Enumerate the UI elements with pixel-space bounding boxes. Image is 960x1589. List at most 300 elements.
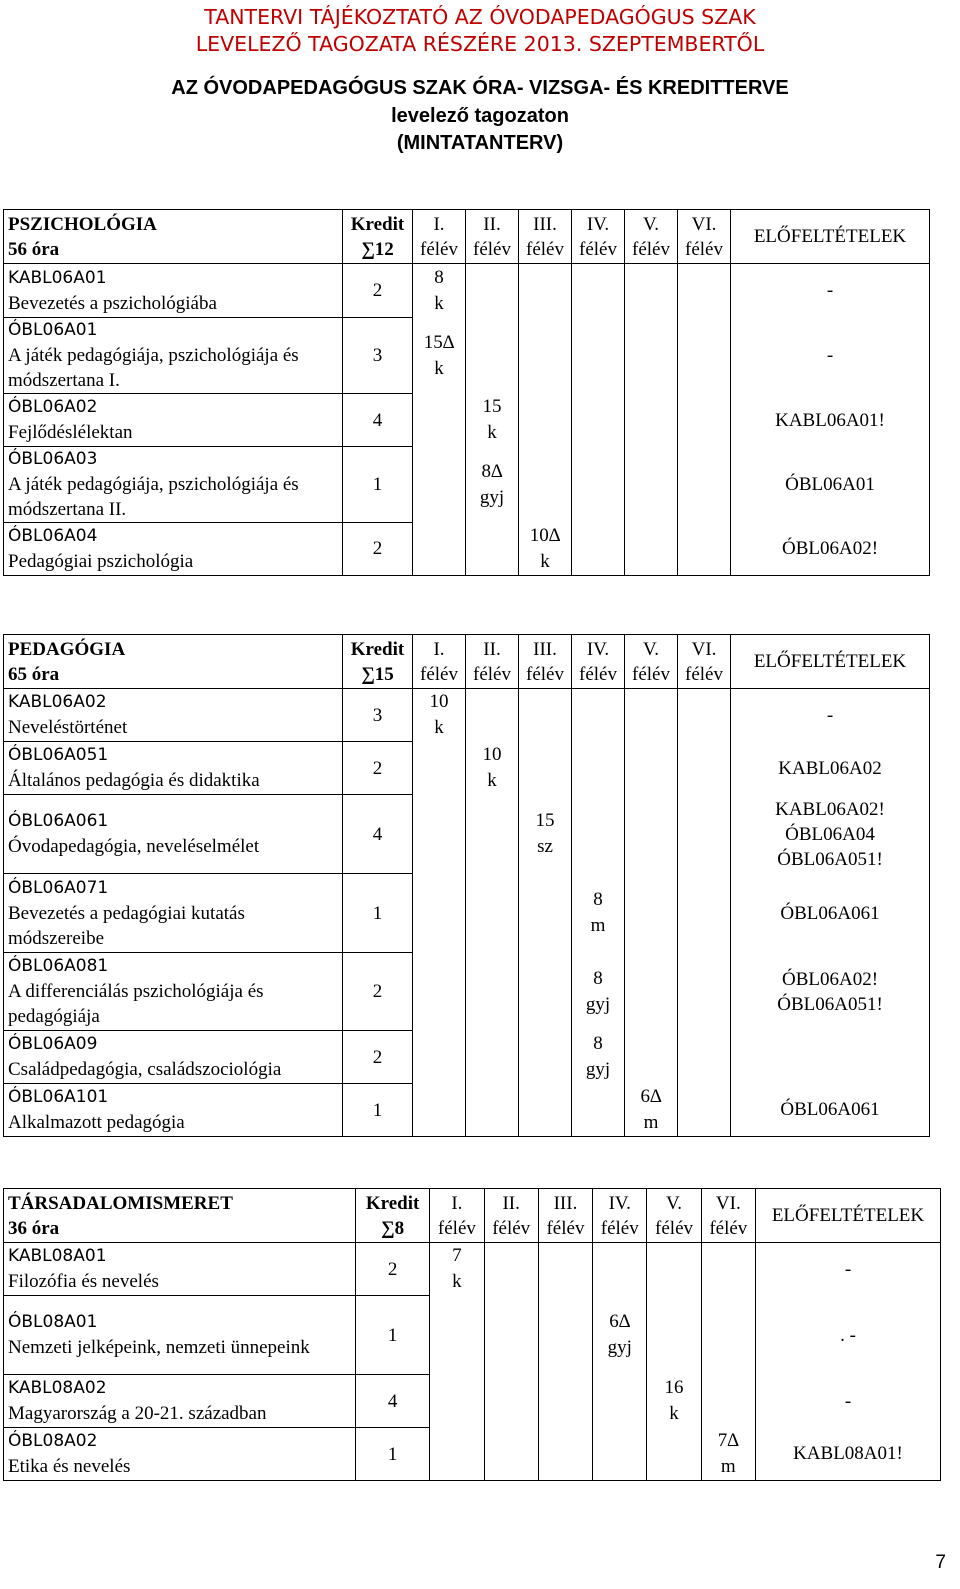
semester-cell bbox=[572, 1031, 625, 1084]
hours-exam-line: 8 bbox=[593, 1033, 603, 1054]
semester-label: félév bbox=[420, 238, 458, 260]
semester-cell bbox=[466, 795, 519, 874]
kredit-header bbox=[343, 635, 413, 689]
semester-cell bbox=[413, 264, 466, 318]
course-code: ÓBL06A03 bbox=[8, 449, 98, 469]
semester-label: félév bbox=[526, 663, 564, 685]
course-credit: 2 bbox=[355, 1243, 429, 1296]
semester-cell bbox=[625, 394, 678, 447]
hours-exam-line: 10 bbox=[429, 691, 449, 713]
semester-label: félév bbox=[473, 238, 511, 260]
course-name: Alkalmazott pedagógia bbox=[8, 1112, 185, 1133]
semester-cell bbox=[413, 447, 466, 523]
semester-cell bbox=[678, 394, 731, 447]
course-credit: 2 bbox=[343, 1031, 413, 1084]
semester-header bbox=[678, 635, 731, 689]
semester-number: I. bbox=[433, 638, 445, 660]
course-credit: 4 bbox=[343, 394, 413, 447]
page-number: 7 bbox=[935, 1552, 946, 1573]
semester-label: félév bbox=[437, 1217, 476, 1239]
semester-cell bbox=[572, 318, 625, 394]
semester-cell bbox=[572, 795, 625, 874]
course-code: ÓBL06A04 bbox=[8, 525, 98, 546]
course-credit: 4 bbox=[355, 1375, 429, 1428]
hours-exam-line: gyj bbox=[607, 1337, 632, 1358]
course-code: ÓBL08A01 bbox=[8, 1312, 98, 1332]
prereq-cell bbox=[731, 689, 930, 742]
semester-label: félév bbox=[492, 1217, 531, 1239]
course-cell bbox=[4, 1243, 356, 1296]
header-line-1: TANTERVI TÁJÉKOZTATÓ AZ ÓVODAPEDAGÓGUS SZAK bbox=[204, 5, 756, 29]
prereq-item: ÓBL06A051! bbox=[777, 848, 883, 870]
semester-header bbox=[678, 210, 731, 264]
hours-exam-line: 8∆ bbox=[481, 460, 503, 482]
semester-label: félév bbox=[685, 238, 723, 260]
prereq-item: ÓBL06A061 bbox=[780, 902, 880, 924]
semester-header bbox=[701, 1189, 755, 1243]
semester-cell bbox=[572, 953, 625, 1031]
semester-cell bbox=[519, 742, 572, 795]
semester-cell bbox=[413, 394, 466, 447]
semester-cell bbox=[466, 953, 519, 1031]
prereq-cell bbox=[731, 447, 930, 523]
hours-exam-line: 15∆ bbox=[423, 331, 455, 353]
semester-cell bbox=[466, 1031, 519, 1084]
semester-header bbox=[538, 1189, 592, 1243]
semester-number: II. bbox=[502, 1192, 520, 1214]
semester-cell bbox=[413, 953, 466, 1031]
prereq-item: - bbox=[844, 1390, 852, 1412]
hours-exam-line: gyj bbox=[479, 486, 505, 508]
semester-cell bbox=[678, 689, 731, 742]
course-name: A differenciálás pszichológiája és pedagógiája bbox=[8, 981, 264, 1027]
prereq-cell bbox=[731, 264, 930, 318]
semester-cell bbox=[519, 1084, 572, 1137]
title-line-3: (MINTATANTERV) bbox=[396, 132, 564, 154]
prereq-cell bbox=[755, 1243, 940, 1296]
course-cell bbox=[4, 795, 343, 874]
semester-cell bbox=[593, 1375, 647, 1428]
semester-cell bbox=[678, 318, 731, 394]
semester-cell bbox=[625, 742, 678, 795]
semester-cell bbox=[413, 1031, 466, 1084]
course-cell bbox=[4, 1084, 343, 1137]
semester-cell bbox=[430, 1243, 484, 1296]
course-name: Általános pedagógia és didaktika bbox=[8, 770, 260, 791]
semester-cell bbox=[484, 1428, 538, 1481]
hours-exam-line: 6∆ bbox=[609, 1311, 631, 1332]
semester-cell bbox=[625, 447, 678, 523]
semester-cell bbox=[519, 264, 572, 318]
course-credit: 2 bbox=[343, 953, 413, 1031]
course-credit: 4 bbox=[343, 795, 413, 874]
course-row bbox=[4, 1243, 941, 1296]
semester-cell bbox=[678, 795, 731, 874]
hours-exam-line: k bbox=[540, 550, 550, 572]
credit-sum: ∑8 bbox=[381, 1217, 405, 1239]
semester-cell bbox=[519, 447, 572, 523]
course-cell bbox=[4, 523, 343, 576]
prereq-cell bbox=[731, 1084, 930, 1137]
semester-cell bbox=[625, 264, 678, 318]
semester-cell bbox=[572, 1084, 625, 1137]
semester-number: VI. bbox=[691, 638, 717, 660]
semester-header bbox=[572, 635, 625, 689]
section-heading bbox=[4, 635, 343, 689]
semester-number: III. bbox=[553, 1192, 578, 1214]
semester-cell bbox=[538, 1296, 592, 1375]
course-code: KABL08A01 bbox=[8, 1246, 107, 1266]
semester-cell bbox=[519, 394, 572, 447]
semester-cell bbox=[701, 1428, 755, 1481]
semester-cell bbox=[625, 795, 678, 874]
course-row bbox=[4, 1296, 941, 1375]
prereq-cell bbox=[731, 795, 930, 874]
section-name: TÁRSADALOMISMERET bbox=[8, 1192, 233, 1214]
title-line-1: AZ ÓVODAPEDAGÓGUS SZAK ÓRA- VIZSGA- ÉS KREDITTERVE bbox=[171, 77, 789, 99]
semester-cell bbox=[678, 1031, 731, 1084]
course-code: ÓBL08A02 bbox=[8, 1431, 98, 1451]
prereq-cell bbox=[731, 953, 930, 1031]
course-name: Nemzeti jelképeink, nemzeti ünnepeink bbox=[8, 1337, 310, 1358]
semester-cell bbox=[572, 874, 625, 953]
hours-exam-line: m bbox=[643, 1111, 659, 1133]
semester-cell bbox=[625, 874, 678, 953]
prereq-item: KABL08A01! bbox=[793, 1443, 903, 1465]
course-code: KABL06A02 bbox=[8, 692, 107, 712]
course-code: KABL08A02 bbox=[8, 1378, 107, 1398]
hours-exam-line: 10∆ bbox=[529, 524, 561, 546]
course-cell bbox=[4, 742, 343, 795]
course-name: Filozófia és nevelés bbox=[8, 1271, 159, 1292]
course-name: A játék pedagógiája, pszichológiája és módszertana II. bbox=[8, 474, 299, 520]
semester-cell bbox=[538, 1375, 592, 1428]
semester-cell bbox=[466, 394, 519, 447]
course-cell bbox=[4, 874, 343, 953]
course-cell bbox=[4, 953, 343, 1031]
prereq-item: ÓBL06A01 bbox=[785, 474, 875, 495]
semester-number: V. bbox=[666, 1192, 683, 1214]
course-name: Fejlődéslélektan bbox=[8, 422, 133, 443]
semester-cell bbox=[519, 523, 572, 576]
course-cell bbox=[4, 447, 343, 523]
semester-cell bbox=[466, 1084, 519, 1137]
course-credit: 1 bbox=[343, 1084, 413, 1137]
semester-cell bbox=[647, 1243, 701, 1296]
section-hours: 56 óra bbox=[8, 238, 60, 260]
semester-cell bbox=[430, 1375, 484, 1428]
hours-exam-line: m bbox=[590, 915, 606, 936]
course-credit: 3 bbox=[343, 689, 413, 742]
hours-exam-line: 16 bbox=[664, 1377, 684, 1398]
course-name: Bevezetés a pedagógiai kutatás módszereibe bbox=[8, 902, 245, 949]
semester-cell bbox=[678, 953, 731, 1031]
title-line-2: levelező tagozaton bbox=[391, 105, 569, 127]
course-credit: 1 bbox=[343, 874, 413, 953]
semester-header bbox=[484, 1189, 538, 1243]
prereq-item: KABL06A02 bbox=[778, 757, 882, 779]
course-credit: 1 bbox=[355, 1428, 429, 1481]
prereq-header: ELŐFELTÉTELEK bbox=[731, 635, 930, 689]
table-pedagogia bbox=[3, 634, 930, 1137]
prereq-item: ÓBL06A061 bbox=[780, 1099, 880, 1121]
hours-exam-line: sz bbox=[537, 836, 553, 857]
semester-label: félév bbox=[420, 663, 458, 685]
semester-cell bbox=[625, 689, 678, 742]
semester-header bbox=[625, 210, 678, 264]
semester-label: félév bbox=[579, 238, 617, 260]
semester-cell bbox=[572, 742, 625, 795]
semester-cell bbox=[413, 318, 466, 394]
semester-cell bbox=[519, 1031, 572, 1084]
semester-number: V. bbox=[642, 638, 660, 660]
prereq-cell bbox=[731, 1031, 930, 1084]
prereq-cell bbox=[731, 394, 930, 447]
semester-cell bbox=[593, 1243, 647, 1296]
hours-exam-line: 8 bbox=[593, 967, 603, 989]
semester-cell bbox=[572, 264, 625, 318]
table-tarsadalomismeret bbox=[3, 1188, 941, 1481]
section-hours: 65 óra bbox=[8, 663, 60, 685]
semester-cell bbox=[413, 523, 466, 576]
hours-exam-line: k bbox=[487, 770, 497, 791]
semester-cell bbox=[678, 874, 731, 953]
semester-cell bbox=[625, 318, 678, 394]
header-row bbox=[4, 635, 930, 689]
course-cell bbox=[4, 1375, 356, 1428]
course-cell bbox=[4, 318, 343, 394]
semester-cell bbox=[625, 1084, 678, 1137]
semester-number: V. bbox=[642, 213, 660, 235]
semester-cell bbox=[572, 523, 625, 576]
semester-number: II. bbox=[483, 213, 501, 235]
prereq-cell bbox=[731, 318, 930, 394]
semester-cell bbox=[678, 523, 731, 576]
semester-cell bbox=[413, 1084, 466, 1137]
course-code: KABL06A01 bbox=[8, 267, 107, 288]
semester-cell bbox=[466, 742, 519, 795]
table-pszichologia bbox=[3, 209, 930, 576]
course-cell bbox=[4, 394, 343, 447]
course-row bbox=[4, 264, 930, 318]
semester-cell bbox=[484, 1375, 538, 1428]
course-row bbox=[4, 1375, 941, 1428]
prereq-item: - bbox=[844, 1258, 852, 1280]
course-row bbox=[4, 689, 930, 742]
course-name: Etika és nevelés bbox=[8, 1456, 131, 1477]
course-code: ÓBL06A051 bbox=[8, 745, 109, 765]
course-row bbox=[4, 742, 930, 795]
course-cell bbox=[4, 1031, 343, 1084]
semester-cell bbox=[625, 523, 678, 576]
semester-cell bbox=[625, 1031, 678, 1084]
course-name: Magyarország a 20-21. században bbox=[8, 1403, 267, 1424]
semester-cell bbox=[572, 447, 625, 523]
semester-number: VI. bbox=[691, 213, 717, 235]
semester-cell bbox=[678, 264, 731, 318]
prereq-item: . - bbox=[840, 1324, 856, 1346]
semester-header bbox=[593, 1189, 647, 1243]
semester-cell bbox=[466, 523, 519, 576]
prereq-item: ÓBL06A02! bbox=[781, 538, 879, 559]
hours-exam-line: k bbox=[434, 292, 444, 314]
prereq-cell bbox=[731, 523, 930, 576]
semester-cell bbox=[519, 795, 572, 874]
semester-cell bbox=[519, 953, 572, 1031]
prereq-item: ÓBL06A051! bbox=[777, 993, 883, 1015]
prereq-item: KABL06A01! bbox=[775, 409, 885, 431]
hours-exam-line: k bbox=[434, 357, 444, 379]
semester-number: III. bbox=[533, 638, 557, 660]
semester-label: félév bbox=[579, 663, 617, 685]
semester-cell bbox=[466, 318, 519, 394]
semester-number: IV. bbox=[608, 1192, 631, 1214]
semester-cell bbox=[430, 1296, 484, 1375]
prereq-item: ÓBL06A04 bbox=[785, 823, 875, 845]
semester-cell bbox=[538, 1428, 592, 1481]
section-name: PSZICHOLÓGIA bbox=[8, 213, 157, 235]
semester-header bbox=[647, 1189, 701, 1243]
prereq-cell bbox=[755, 1296, 940, 1375]
course-credit: 1 bbox=[355, 1296, 429, 1375]
course-name: Bevezetés a pszichológiába bbox=[8, 292, 217, 314]
prereq-item: KABL06A02! bbox=[775, 798, 885, 820]
hours-exam-line: 8 bbox=[434, 266, 444, 288]
hours-exam-line: 7∆ bbox=[717, 1429, 739, 1451]
semester-number: II. bbox=[483, 638, 501, 660]
prereq-item: - bbox=[826, 280, 834, 302]
course-cell bbox=[4, 689, 343, 742]
course-credit: 3 bbox=[343, 318, 413, 394]
course-code: ÓBL06A02 bbox=[8, 397, 98, 417]
course-row bbox=[4, 523, 930, 576]
course-name: Pedagógiai pszichológia bbox=[8, 550, 194, 572]
prereq-cell bbox=[755, 1428, 940, 1481]
hours-exam-line: k bbox=[434, 717, 444, 739]
semester-cell bbox=[484, 1243, 538, 1296]
header-row bbox=[4, 210, 930, 264]
credit-sum: ∑15 bbox=[361, 663, 394, 685]
semester-cell bbox=[647, 1375, 701, 1428]
course-cell bbox=[4, 264, 343, 318]
semester-cell bbox=[678, 447, 731, 523]
course-row bbox=[4, 447, 930, 523]
prereq-cell bbox=[731, 874, 930, 953]
semester-header bbox=[466, 210, 519, 264]
course-code: ÓBL06A081 bbox=[8, 956, 109, 976]
hours-exam-line: gyj bbox=[585, 1059, 611, 1080]
semester-label: félév bbox=[709, 1217, 748, 1239]
course-row bbox=[4, 394, 930, 447]
course-code: ÓBL06A061 bbox=[8, 811, 109, 831]
course-row bbox=[4, 874, 930, 953]
semester-header bbox=[519, 210, 572, 264]
semester-cell bbox=[519, 689, 572, 742]
semester-cell bbox=[430, 1428, 484, 1481]
hours-exam-line: 15 bbox=[482, 396, 502, 417]
course-code: ÓBL06A101 bbox=[8, 1087, 109, 1107]
semester-label: félév bbox=[685, 663, 723, 685]
hours-exam-line: k bbox=[487, 422, 497, 443]
semester-number: I. bbox=[451, 1192, 463, 1214]
semester-cell bbox=[647, 1428, 701, 1481]
semester-cell bbox=[466, 874, 519, 953]
semester-header bbox=[572, 210, 625, 264]
hours-exam-line: 6∆ bbox=[640, 1085, 662, 1107]
semester-header bbox=[625, 635, 678, 689]
semester-header bbox=[413, 635, 466, 689]
prereq-header: ELŐFELTÉTELEK bbox=[731, 210, 930, 264]
hours-exam-line: 7 bbox=[452, 1245, 462, 1267]
semester-cell bbox=[413, 795, 466, 874]
semester-header bbox=[519, 635, 572, 689]
semester-label: félév bbox=[473, 663, 511, 685]
semester-cell bbox=[413, 874, 466, 953]
hours-exam-line: 8 bbox=[593, 889, 603, 910]
semester-cell bbox=[572, 394, 625, 447]
semester-header bbox=[466, 635, 519, 689]
semester-number: IV. bbox=[586, 213, 610, 235]
course-row bbox=[4, 1084, 930, 1137]
prereq-item: - bbox=[826, 345, 834, 366]
credit-sum: ∑12 bbox=[361, 238, 394, 260]
hours-exam-line: k bbox=[452, 1271, 462, 1293]
section-name: PEDAGÓGIA bbox=[8, 638, 126, 660]
hours-exam-line: 15 bbox=[535, 810, 555, 831]
semester-label: félév bbox=[655, 1217, 694, 1239]
prereq-cell bbox=[731, 742, 930, 795]
header-line-2: LEVELEZŐ TAGOZATA RÉSZÉRE 2013. SZEPTEMBERTŐL bbox=[195, 32, 765, 56]
semester-cell bbox=[413, 689, 466, 742]
course-row bbox=[4, 1031, 930, 1084]
section-heading bbox=[4, 1189, 356, 1243]
semester-cell bbox=[647, 1296, 701, 1375]
semester-number: VI. bbox=[715, 1192, 741, 1214]
course-credit: 2 bbox=[343, 523, 413, 576]
semester-cell bbox=[678, 742, 731, 795]
section-hours: 36 óra bbox=[8, 1217, 60, 1239]
course-cell bbox=[4, 1296, 356, 1375]
semester-cell bbox=[593, 1296, 647, 1375]
semester-cell bbox=[466, 447, 519, 523]
kredit-label: Kredit bbox=[350, 213, 405, 235]
semester-cell bbox=[701, 1296, 755, 1375]
semester-number: I. bbox=[433, 213, 445, 235]
header-row bbox=[4, 1189, 941, 1243]
course-name: A játék pedagógiája, pszichológiája és módszertana I. bbox=[8, 345, 299, 391]
semester-cell bbox=[466, 689, 519, 742]
semester-label: félév bbox=[632, 663, 670, 685]
hours-exam-line: gyj bbox=[585, 993, 611, 1015]
hours-exam-line: m bbox=[720, 1455, 736, 1477]
course-row bbox=[4, 795, 930, 874]
semester-number: III. bbox=[533, 213, 557, 235]
semester-cell bbox=[538, 1243, 592, 1296]
prereq-cell bbox=[755, 1375, 940, 1428]
course-name: Óvodapedagógia, neveléselmélet bbox=[8, 836, 260, 857]
course-row bbox=[4, 953, 930, 1031]
semester-label: félév bbox=[546, 1217, 585, 1239]
prereq-item: - bbox=[826, 704, 834, 726]
prereq-header: ELŐFELTÉTELEK bbox=[755, 1189, 940, 1243]
semester-header bbox=[430, 1189, 484, 1243]
semester-cell bbox=[593, 1428, 647, 1481]
kredit-label: Kredit bbox=[365, 1192, 420, 1214]
course-code: ÓBL06A071 bbox=[8, 877, 109, 898]
course-code: ÓBL06A01 bbox=[8, 320, 98, 340]
section-heading bbox=[4, 210, 343, 264]
course-name: Neveléstörténet bbox=[8, 717, 128, 738]
